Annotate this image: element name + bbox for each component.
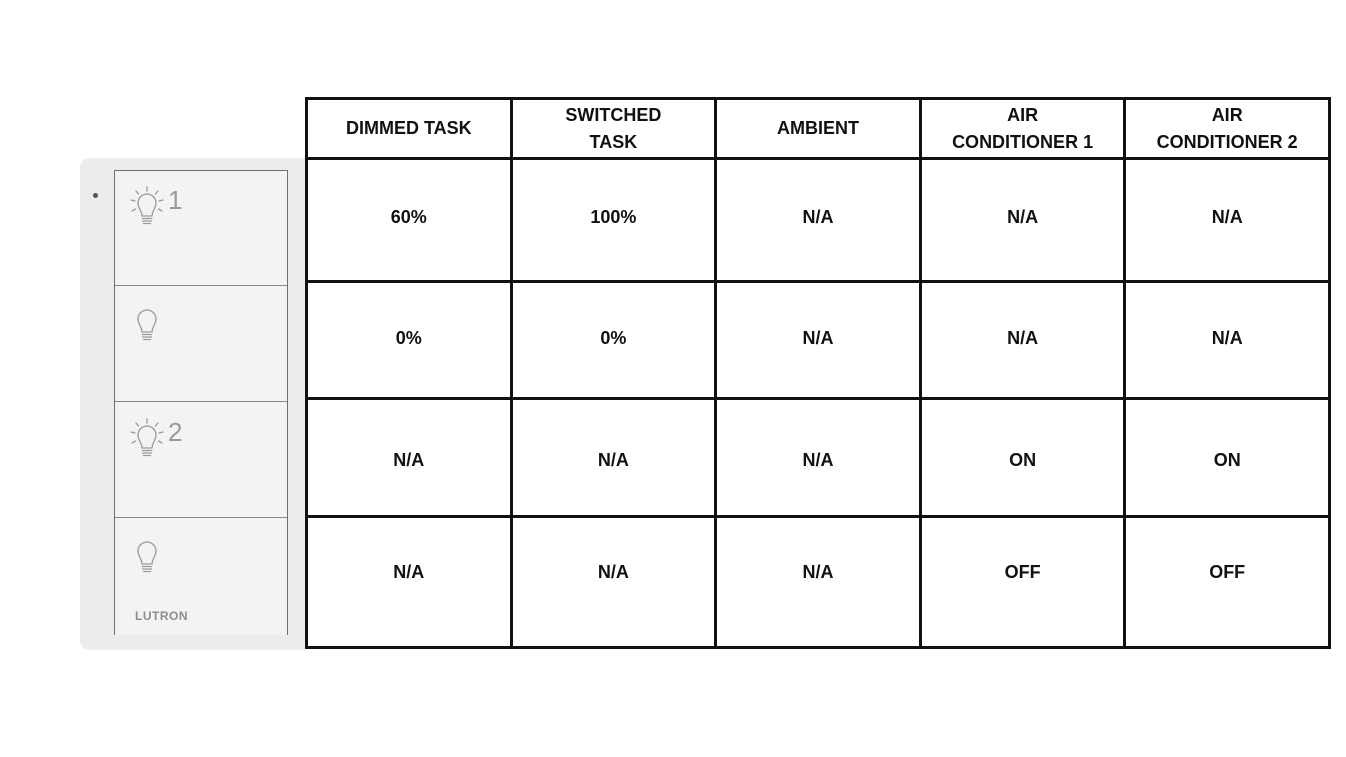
table-cell: N/A bbox=[716, 281, 921, 398]
table-cell: N/A bbox=[1125, 159, 1330, 282]
table-header-row bbox=[307, 99, 1330, 159]
table-cell: N/A bbox=[920, 159, 1125, 282]
table-cell: 100% bbox=[511, 159, 716, 282]
keypad-button-scene-1-off[interactable] bbox=[115, 287, 287, 402]
column-header-switched-task: SWITCHED TASK bbox=[511, 99, 716, 159]
table-cell: 0% bbox=[307, 281, 512, 398]
bulb-rays-icon bbox=[127, 417, 167, 459]
table-cell: ON bbox=[1125, 398, 1330, 516]
table-cell: 0% bbox=[511, 281, 716, 398]
table-row bbox=[307, 281, 1330, 398]
keypad-button-scene-2-on[interactable] bbox=[115, 403, 287, 518]
table-cell: N/A bbox=[716, 159, 921, 282]
table-cell: OFF bbox=[920, 517, 1125, 648]
bulb-icon bbox=[127, 301, 167, 343]
table-row bbox=[307, 517, 1330, 648]
table-row bbox=[307, 398, 1330, 516]
column-header-air-conditioner-1: AIR CONDITIONER 1 bbox=[920, 99, 1125, 159]
scene-table bbox=[305, 97, 1331, 649]
column-header-air-conditioner-2: AIR CONDITIONER 2 bbox=[1125, 99, 1330, 159]
table-cell: N/A bbox=[511, 398, 716, 516]
table-cell: OFF bbox=[1125, 517, 1330, 648]
bulb-icon bbox=[127, 533, 167, 575]
table-row bbox=[307, 159, 1330, 282]
table-cell: N/A bbox=[307, 398, 512, 516]
keypad bbox=[114, 170, 288, 635]
status-led-icon bbox=[93, 193, 98, 198]
column-header-ambient: AMBIENT bbox=[716, 99, 921, 159]
table-cell: N/A bbox=[307, 517, 512, 648]
table-cell: 60% bbox=[307, 159, 512, 282]
scene-number: 1 bbox=[168, 185, 183, 215]
table-cell: ON bbox=[920, 398, 1125, 516]
table-cell: N/A bbox=[716, 398, 921, 516]
bulb-rays-icon bbox=[127, 185, 167, 227]
lutron-logo: LUTRON bbox=[135, 609, 188, 623]
table-cell: N/A bbox=[920, 281, 1125, 398]
keypad-button-scene-2-off[interactable] bbox=[115, 519, 287, 635]
table-cell: N/A bbox=[716, 517, 921, 648]
table-cell: N/A bbox=[511, 517, 716, 648]
scene-number: 2 bbox=[168, 417, 183, 447]
column-header-dimmed-task: DIMMED TASK bbox=[307, 99, 512, 159]
table-cell: N/A bbox=[1125, 281, 1330, 398]
keypad-button-scene-1-on[interactable] bbox=[115, 171, 287, 286]
